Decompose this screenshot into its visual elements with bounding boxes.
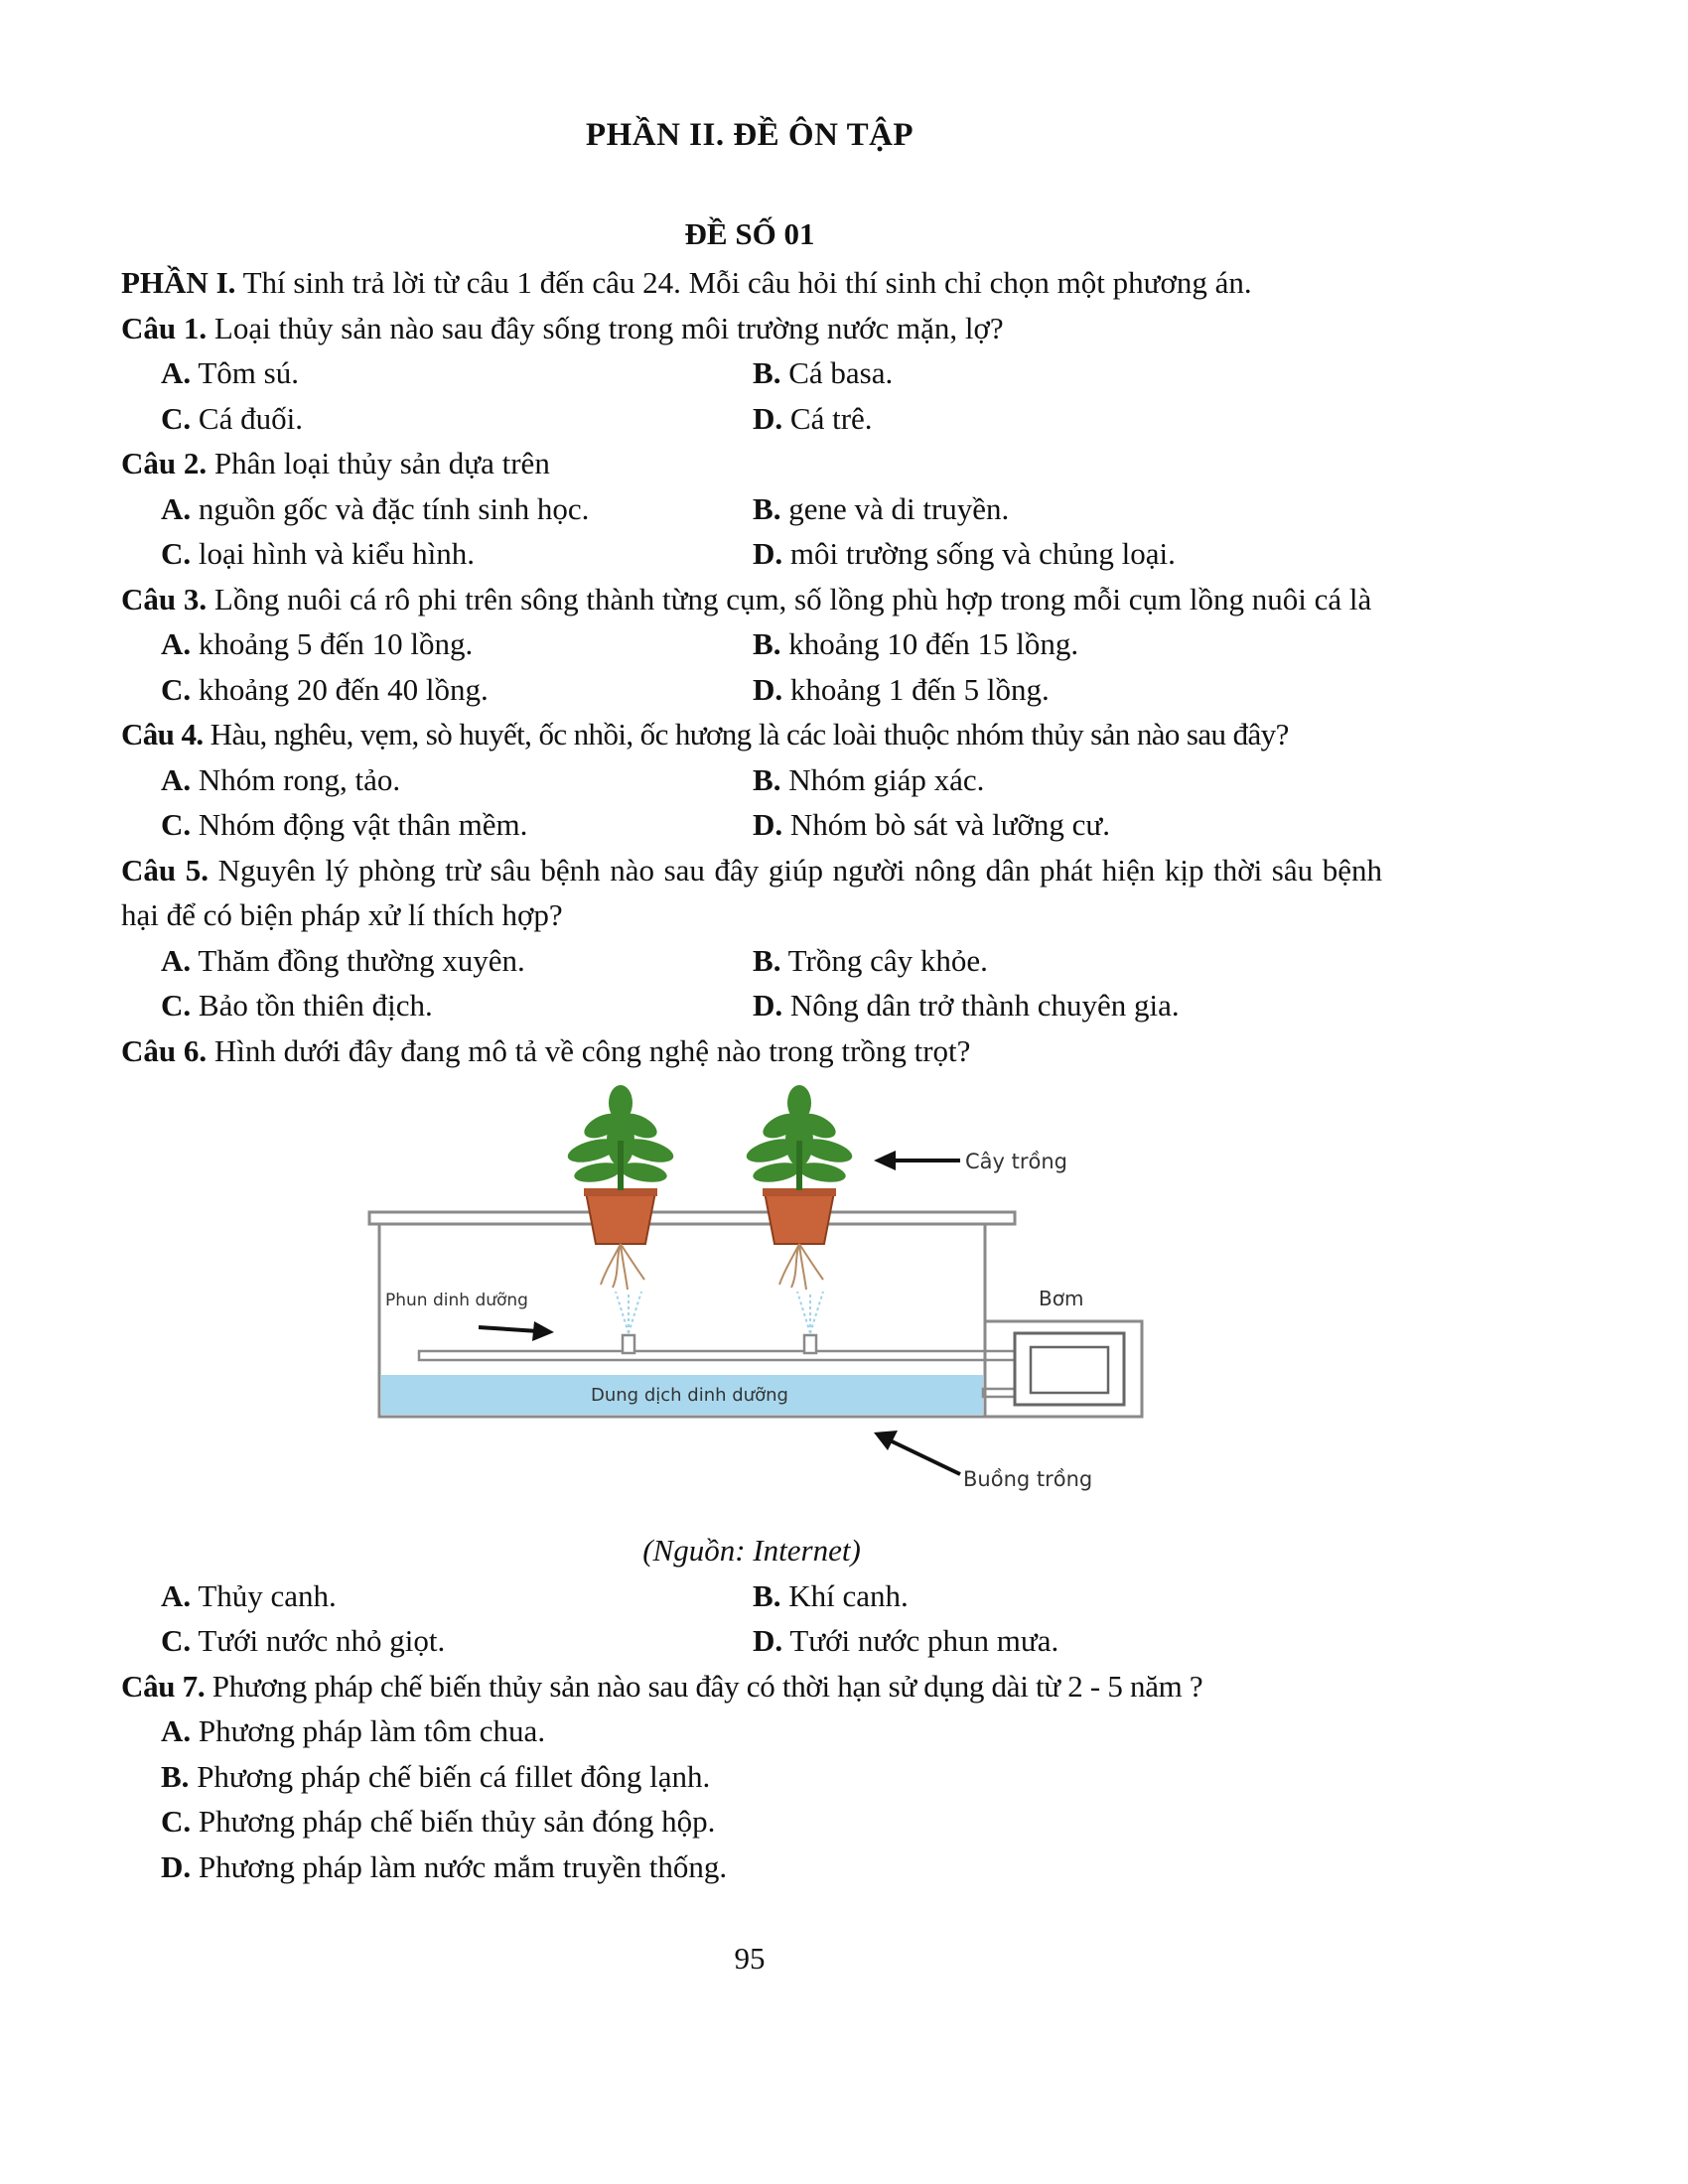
question-5: [121, 848, 1382, 938]
option-letter: B.: [753, 355, 781, 390]
option-letter: D.: [161, 1848, 192, 1884]
plant-2: [744, 1085, 854, 1190]
option-c: [121, 1618, 753, 1664]
intro-label: PHẦN I.: [121, 265, 236, 300]
option-b: [753, 1573, 1382, 1619]
option-letter: C.: [161, 671, 192, 707]
label-pump: Bơm: [1039, 1287, 1084, 1310]
option-letter: C.: [161, 988, 192, 1023]
plant-1: [565, 1085, 675, 1190]
plant-pot-1: [586, 1192, 655, 1244]
option-b: [753, 621, 1382, 667]
arrows: [479, 1151, 960, 1474]
option-text: Cá basa.: [780, 355, 894, 390]
option-b: [753, 486, 1382, 532]
option-letter: A.: [161, 626, 192, 661]
options-row: [121, 621, 1382, 667]
option-letter: C.: [161, 1804, 192, 1839]
question-7: [121, 1664, 1382, 1709]
diagram-svg: [359, 1081, 1154, 1518]
option-letter: D.: [753, 536, 783, 571]
label-spray: Phun dinh dưỡng: [385, 1291, 528, 1310]
option-a: [121, 350, 753, 396]
question-text: Phương pháp chế biến thủy sản nào sau đây có thời hạn sử dụng dài từ 2 - 5 năm ?: [205, 1668, 1203, 1704]
option-c: [121, 667, 753, 713]
option-text: Nông dân trở thành chuyên gia.: [782, 988, 1180, 1023]
option-b: [753, 938, 1382, 984]
options-row: [121, 531, 1382, 577]
option-letter: D.: [753, 400, 783, 436]
option-letter: C.: [161, 1623, 192, 1658]
option-text: Nhóm động vật thân mềm.: [191, 807, 528, 842]
question-text: Loại thủy sản nào sau đây sống trong môi trường nước mặn, lợ?: [207, 310, 1004, 345]
option-c: [121, 531, 753, 577]
option-text: khoảng 10 đến 15 lồng.: [780, 626, 1079, 661]
option-letter: D.: [753, 988, 783, 1023]
option-text: môi trường sống và chủng loại.: [782, 536, 1176, 571]
label-plant: Cây trồng: [965, 1150, 1067, 1173]
option-letter: B.: [753, 626, 781, 661]
option-text: Khí canh.: [780, 1577, 909, 1613]
option-text: Nhóm bò sát và lưỡng cư.: [782, 807, 1110, 842]
question-label: Câu 6.: [121, 1032, 208, 1068]
option-text: Cá trê.: [782, 400, 873, 436]
option-c: [121, 802, 753, 848]
option-a: [121, 1708, 1382, 1754]
option-c: [121, 1799, 1382, 1844]
question-6: [121, 1028, 1382, 1074]
options-row: [121, 802, 1382, 848]
option-letter: A.: [161, 1713, 192, 1748]
option-a: [121, 621, 753, 667]
options-row: [121, 667, 1382, 713]
option-letter: D.: [753, 807, 783, 842]
option-b: [753, 350, 1382, 396]
option-text: khoảng 5 đến 10 lồng.: [191, 626, 474, 661]
option-d: [753, 667, 1382, 713]
option-text: khoảng 20 đến 40 lồng.: [191, 671, 489, 707]
option-text: nguồn gốc và đặc tính sinh học.: [191, 490, 590, 526]
option-letter: B.: [753, 1577, 781, 1613]
option-a: [121, 938, 753, 984]
option-c: [121, 983, 753, 1028]
option-d: [753, 983, 1382, 1028]
options-row: [121, 486, 1382, 532]
nozzle: [623, 1335, 634, 1353]
option-letter: B.: [753, 942, 781, 978]
question-2: [121, 441, 1382, 486]
option-letter: C.: [161, 536, 192, 571]
option-c: [121, 396, 753, 442]
question-1: [121, 306, 1382, 351]
option-text: Tưới nước nhỏ giọt.: [191, 1623, 446, 1658]
option-a: [121, 1573, 753, 1619]
option-letter: B.: [753, 490, 781, 526]
question-text: Hàu, nghêu, vẹm, sò huyết, ốc nhồi, ốc hương là các loài thuộc nhóm thủy sản nào sau đây?: [203, 717, 1289, 751]
question-label: Câu 2.: [121, 446, 208, 480]
intro-text: Thí sinh trả lời từ câu 1 đến câu 24. Mỗi câu hỏi thí sinh chỉ chọn một phương án.: [235, 265, 1252, 300]
question-label: Câu 3.: [121, 581, 208, 616]
options-row: [121, 1573, 1382, 1619]
option-letter: D.: [753, 671, 783, 707]
pump-inlet-pipe: [983, 1389, 1018, 1397]
part-title: PHẦN II. ĐỀ ÔN TẬP: [585, 117, 914, 153]
nozzle: [804, 1335, 816, 1353]
option-text: Nhóm giáp xác.: [780, 761, 985, 797]
option-text: loại hình và kiểu hình.: [191, 536, 475, 571]
question-label: Câu 7.: [121, 1668, 206, 1704]
intro-instruction: [121, 260, 1382, 306]
option-text: Thủy canh.: [191, 1577, 337, 1613]
option-a: [121, 757, 753, 803]
option-text: Phương pháp chế biến cá fillet đông lạnh.: [189, 1758, 711, 1794]
option-text: Phương pháp chế biến thủy sản đóng hộp.: [191, 1804, 716, 1839]
question-text: Nguyên lý phòng trừ sâu bệnh nào sau đây giúp người nông dân phát hiện kịp thời sâu bệnh hại để có biện pháp xử lí thích hợp?: [121, 852, 1382, 932]
option-text: khoảng 1 đến 5 lồng.: [782, 671, 1050, 707]
option-text: Nhóm rong, tảo.: [191, 761, 401, 797]
option-d: [753, 531, 1382, 577]
exam-content: [121, 260, 1382, 1889]
option-letter: D.: [753, 1623, 783, 1658]
option-d: [753, 396, 1382, 442]
roots-2: [779, 1244, 823, 1290]
chamber-lid: [369, 1212, 1015, 1224]
spray-pipe: [419, 1351, 1015, 1360]
question-3: [121, 577, 1382, 622]
option-d: [753, 802, 1382, 848]
option-letter: B.: [161, 1758, 190, 1794]
option-letter: B.: [753, 761, 781, 797]
option-letter: C.: [161, 400, 192, 436]
option-letter: A.: [161, 942, 192, 978]
option-b: [121, 1754, 1382, 1800]
options-row: [121, 350, 1382, 396]
spray-mist: [616, 1292, 823, 1333]
option-d: [753, 1618, 1382, 1664]
option-letter: A.: [161, 761, 192, 797]
options-row: [121, 757, 1382, 803]
question-4: [121, 712, 1382, 757]
plant-pot-2: [765, 1192, 834, 1244]
options-row: [121, 396, 1382, 442]
option-text: Phương pháp làm nước mắm truyền thống.: [191, 1848, 728, 1884]
label-solution: Dung dịch dinh dưỡng: [591, 1385, 788, 1406]
question-label: Câu 5.: [121, 852, 209, 887]
option-letter: A.: [161, 490, 192, 526]
question-text: Lồng nuôi cá rô phi trên sông thành từng cụm, số lồng phù hợp trong mỗi cụm lồng nuôi cá là: [207, 581, 1372, 616]
pump-inner: [1031, 1347, 1108, 1393]
question-text: Hình dưới đây đang mô tả về công nghệ nào trong trồng trọt?: [207, 1032, 971, 1068]
options-row: [121, 938, 1382, 984]
figure-caption: (Nguồn: Internet): [642, 1533, 861, 1568]
roots-1: [601, 1244, 644, 1290]
option-letter: A.: [161, 1577, 192, 1613]
options-row: [121, 1618, 1382, 1664]
question-label: Câu 1.: [121, 310, 208, 345]
question-label: Câu 4.: [121, 717, 204, 751]
option-d: [121, 1844, 1382, 1890]
question-text: Phân loại thủy sản dựa trên: [207, 446, 550, 480]
option-letter: C.: [161, 807, 192, 842]
exam-title: ĐỀ SỐ 01: [684, 216, 815, 251]
page-number: 95: [734, 1941, 766, 1976]
option-text: Trồng cây khỏe.: [780, 942, 988, 978]
option-text: Bảo tồn thiên địch.: [191, 988, 433, 1023]
option-text: Cá đuối.: [191, 400, 303, 436]
aeroponics-diagram: [121, 1081, 1382, 1528]
options-row: [121, 983, 1382, 1028]
option-text: Thăm đồng thường xuyên.: [191, 942, 525, 978]
option-b: [753, 757, 1382, 803]
option-letter: A.: [161, 355, 192, 390]
label-chamber: Buồng trồng: [963, 1467, 1093, 1491]
option-text: Tưới nước phun mưa.: [782, 1623, 1059, 1658]
option-text: gene và di truyền.: [780, 490, 1010, 526]
option-a: [121, 486, 753, 532]
option-text: Phương pháp làm tôm chua.: [191, 1713, 546, 1748]
option-text: Tôm sú.: [191, 355, 299, 390]
